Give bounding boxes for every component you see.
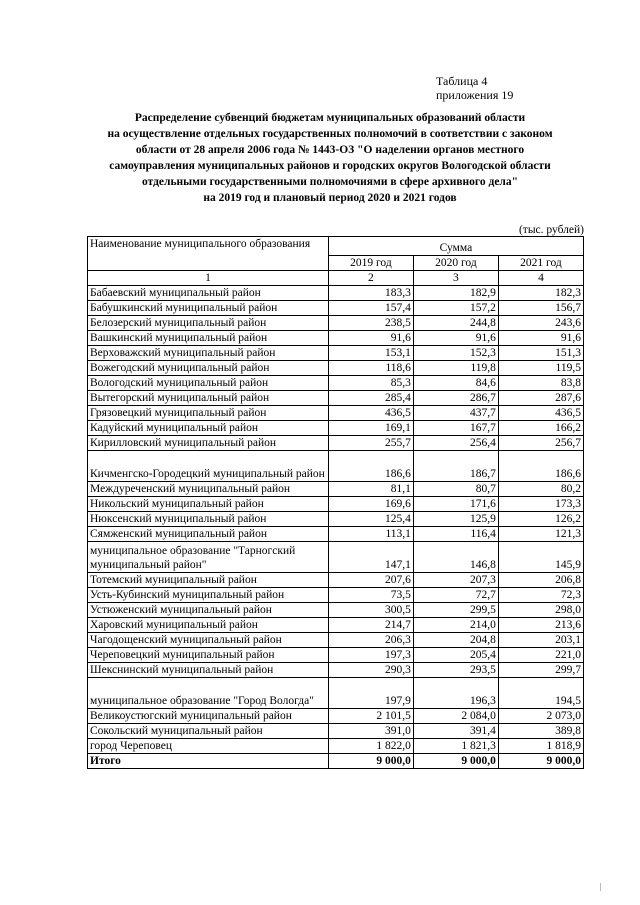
- value-2020: 167,7: [413, 421, 498, 436]
- column-number: 1: [88, 271, 329, 286]
- municipality-name: Междуреченский муниципальный район: [88, 482, 329, 497]
- value-2020: 84,6: [413, 376, 498, 391]
- value-2021: 156,7: [498, 301, 583, 316]
- value-2019: 290,3: [328, 663, 413, 678]
- value-2021: 287,6: [498, 391, 583, 406]
- municipality-name: город Череповец: [88, 739, 329, 754]
- value-2019: 125,4: [328, 512, 413, 527]
- municipality-name: Бабаевский муниципальный район: [88, 286, 329, 301]
- value-2021: 121,3: [498, 527, 583, 542]
- value-2020: 196,3: [413, 678, 498, 709]
- value-2019: 238,5: [328, 316, 413, 331]
- column-number: 4: [498, 271, 583, 286]
- value-2020: 299,5: [413, 603, 498, 618]
- value-2019: 207,6: [328, 573, 413, 588]
- value-2021: 91,6: [498, 331, 583, 346]
- value-2020: 91,6: [413, 331, 498, 346]
- municipality-name: Белозерский муниципальный район: [88, 316, 329, 331]
- column-header-sum: Сумма: [328, 237, 583, 256]
- table-row: [88, 497, 584, 512]
- table-row: [88, 648, 584, 663]
- value-2021: 389,8: [498, 724, 583, 739]
- table-row: [88, 527, 584, 542]
- column-header-2021: 2021 год: [498, 256, 583, 271]
- value-2021: 80,2: [498, 482, 583, 497]
- municipality-name: Сямженский муниципальный район: [88, 527, 329, 542]
- table-row: [88, 678, 584, 709]
- value-2021: 436,5: [498, 406, 583, 421]
- value-2021: 151,3: [498, 346, 583, 361]
- value-2020: 182,9: [413, 286, 498, 301]
- value-2019: 169,6: [328, 497, 413, 512]
- table-reference: [436, 74, 513, 102]
- value-2020: 72,7: [413, 588, 498, 603]
- value-2021: 256,7: [498, 436, 583, 451]
- column-header-name: Наименование муниципального образования: [88, 237, 329, 271]
- value-2020: 171,6: [413, 497, 498, 512]
- municipality-name: Бабушкинский муниципальный район: [88, 301, 329, 316]
- value-2019: 81,1: [328, 482, 413, 497]
- table-row: [88, 391, 584, 406]
- value-2019: 255,7: [328, 436, 413, 451]
- value-2019: 436,5: [328, 406, 413, 421]
- municipality-name: муниципальное образование "Тарногский муниципальный район": [88, 542, 329, 573]
- municipality-name: муниципальное образование "Город Вологда": [88, 678, 329, 709]
- table-row: [88, 512, 584, 527]
- value-2019: 85,3: [328, 376, 413, 391]
- value-2019: 153,1: [328, 346, 413, 361]
- total-label: Итого: [88, 754, 329, 769]
- table-row: [88, 421, 584, 436]
- value-2019: 197,3: [328, 648, 413, 663]
- table-row: [88, 724, 584, 739]
- value-2019: 169,1: [328, 421, 413, 436]
- municipality-name: Кирилловский муниципальный район: [88, 436, 329, 451]
- municipality-name: Череповецкий муниципальный район: [88, 648, 329, 663]
- value-2021: 1 818,9: [498, 739, 583, 754]
- total-2020: 9 000,0: [413, 754, 498, 769]
- municipality-name: Верховажский муниципальный район: [88, 346, 329, 361]
- table-row: [88, 361, 584, 376]
- value-2020: 207,3: [413, 573, 498, 588]
- document-title: [60, 110, 600, 206]
- value-2020: 80,7: [413, 482, 498, 497]
- municipality-name: Вашкинский муниципальный район: [88, 331, 329, 346]
- total-2021: 9 000,0: [498, 754, 583, 769]
- value-2021: 243,6: [498, 316, 583, 331]
- value-2020: 152,3: [413, 346, 498, 361]
- value-2021: 203,1: [498, 633, 583, 648]
- total-2019: 9 000,0: [328, 754, 413, 769]
- header-row: [88, 237, 584, 256]
- column-number: 3: [413, 271, 498, 286]
- municipality-name: Харовский муниципальный район: [88, 618, 329, 633]
- value-2021: 298,0: [498, 603, 583, 618]
- value-2019: 197,9: [328, 678, 413, 709]
- value-2021: 173,3: [498, 497, 583, 512]
- municipality-name: Грязовецкий муниципальный район: [88, 406, 329, 421]
- value-2020: 205,4: [413, 648, 498, 663]
- column-header-2019: 2019 год: [328, 256, 413, 271]
- table-row: [88, 451, 584, 482]
- table-row: [88, 376, 584, 391]
- value-2020: 2 084,0: [413, 709, 498, 724]
- value-2020: 214,0: [413, 618, 498, 633]
- value-2019: 2 101,5: [328, 709, 413, 724]
- table-row: [88, 542, 584, 573]
- value-2021: 166,2: [498, 421, 583, 436]
- value-2021: 194,5: [498, 678, 583, 709]
- value-2020: 244,8: [413, 316, 498, 331]
- table-row: [88, 301, 584, 316]
- title-line: самоуправления муниципальных районов и городских округов Вологодской области: [109, 160, 551, 172]
- value-2020: 146,8: [413, 542, 498, 573]
- table-body: [88, 286, 584, 754]
- value-2020: 256,4: [413, 436, 498, 451]
- municipality-name: Вытегорский муниципальный район: [88, 391, 329, 406]
- units-label: (тыс. рублей): [518, 224, 584, 236]
- table-row: [88, 739, 584, 754]
- title-line: отдельными государственными полномочиями в сфере архивного дела": [141, 176, 519, 188]
- municipality-name: Кичменгско-Городецкий муниципальный район: [88, 451, 329, 482]
- value-2019: 206,3: [328, 633, 413, 648]
- table-row: [88, 573, 584, 588]
- value-2019: 391,0: [328, 724, 413, 739]
- table-row: [88, 618, 584, 633]
- value-2020: 286,7: [413, 391, 498, 406]
- value-2019: 91,6: [328, 331, 413, 346]
- table-row: [88, 346, 584, 361]
- municipality-name: Чагодощенский муниципальный район: [88, 633, 329, 648]
- column-header-2020: 2020 год: [413, 256, 498, 271]
- table-row: [88, 406, 584, 421]
- table-row: [88, 709, 584, 724]
- value-2020: 125,9: [413, 512, 498, 527]
- value-2019: 118,6: [328, 361, 413, 376]
- municipality-name: Никольский муниципальный район: [88, 497, 329, 512]
- value-2019: 300,5: [328, 603, 413, 618]
- value-2021: 83,8: [498, 376, 583, 391]
- title-line: области от 28 апреля 2006 года № 1443-ОЗ "О наделении органов местного: [135, 144, 525, 156]
- value-2019: 1 822,0: [328, 739, 413, 754]
- appendix-number: приложения 19: [436, 88, 514, 102]
- value-2021: 126,2: [498, 512, 583, 527]
- municipality-name: Кадуйский муниципальный район: [88, 421, 329, 436]
- value-2020: 119,8: [413, 361, 498, 376]
- municipality-name: Вожегодский муниципальный район: [88, 361, 329, 376]
- value-2020: 437,7: [413, 406, 498, 421]
- municipality-name: Устюженский муниципальный район: [88, 603, 329, 618]
- value-2021: 2 073,0: [498, 709, 583, 724]
- value-2020: 293,5: [413, 663, 498, 678]
- value-2020: 116,4: [413, 527, 498, 542]
- total-row: [88, 754, 584, 769]
- value-2019: 147,1: [328, 542, 413, 573]
- table-row: [88, 482, 584, 497]
- value-2020: 391,4: [413, 724, 498, 739]
- table-row: [88, 633, 584, 648]
- table-row: [88, 603, 584, 618]
- title-line: на осуществление отдельных государственных полномочий в соответствии с законом: [107, 128, 553, 140]
- table-row: [88, 286, 584, 301]
- value-2020: 157,2: [413, 301, 498, 316]
- value-2019: 157,4: [328, 301, 413, 316]
- column-number-row: [88, 271, 584, 286]
- value-2019: 183,3: [328, 286, 413, 301]
- value-2019: 186,6: [328, 451, 413, 482]
- value-2021: 299,7: [498, 663, 583, 678]
- value-2021: 145,9: [498, 542, 583, 573]
- value-2021: 72,3: [498, 588, 583, 603]
- table-row: [88, 436, 584, 451]
- municipality-name: Нюксенский муниципальный район: [88, 512, 329, 527]
- table-row: [88, 588, 584, 603]
- scan-mark: [600, 883, 601, 891]
- value-2019: 73,5: [328, 588, 413, 603]
- municipality-name: Тотемский муниципальный район: [88, 573, 329, 588]
- title-line: Распределение субвенций бюджетам муниципальных образований области: [134, 112, 526, 124]
- value-2021: 119,5: [498, 361, 583, 376]
- value-2020: 186,7: [413, 451, 498, 482]
- value-2019: 214,7: [328, 618, 413, 633]
- value-2019: 113,1: [328, 527, 413, 542]
- value-2021: 206,8: [498, 573, 583, 588]
- municipality-name: Великоустюгский муниципальный район: [88, 709, 329, 724]
- table-row: [88, 331, 584, 346]
- value-2021: 182,3: [498, 286, 583, 301]
- municipality-name: Сокольский муниципальный район: [88, 724, 329, 739]
- value-2021: 186,6: [498, 451, 583, 482]
- municipality-name: Вологодский муниципальный район: [88, 376, 329, 391]
- municipality-name: Шекснинский муниципальный район: [88, 663, 329, 678]
- table-row: [88, 316, 584, 331]
- value-2020: 204,8: [413, 633, 498, 648]
- title-line: на 2019 год и плановый период 2020 и 2021 годов: [203, 192, 457, 204]
- value-2021: 221,0: [498, 648, 583, 663]
- subvention-table: [87, 236, 584, 769]
- column-number: 2: [328, 271, 413, 286]
- table-row: [88, 663, 584, 678]
- table-number: Таблица 4: [436, 74, 488, 88]
- value-2021: 213,6: [498, 618, 583, 633]
- value-2019: 285,4: [328, 391, 413, 406]
- municipality-name: Усть-Кубинский муниципальный район: [88, 588, 329, 603]
- value-2020: 1 821,3: [413, 739, 498, 754]
